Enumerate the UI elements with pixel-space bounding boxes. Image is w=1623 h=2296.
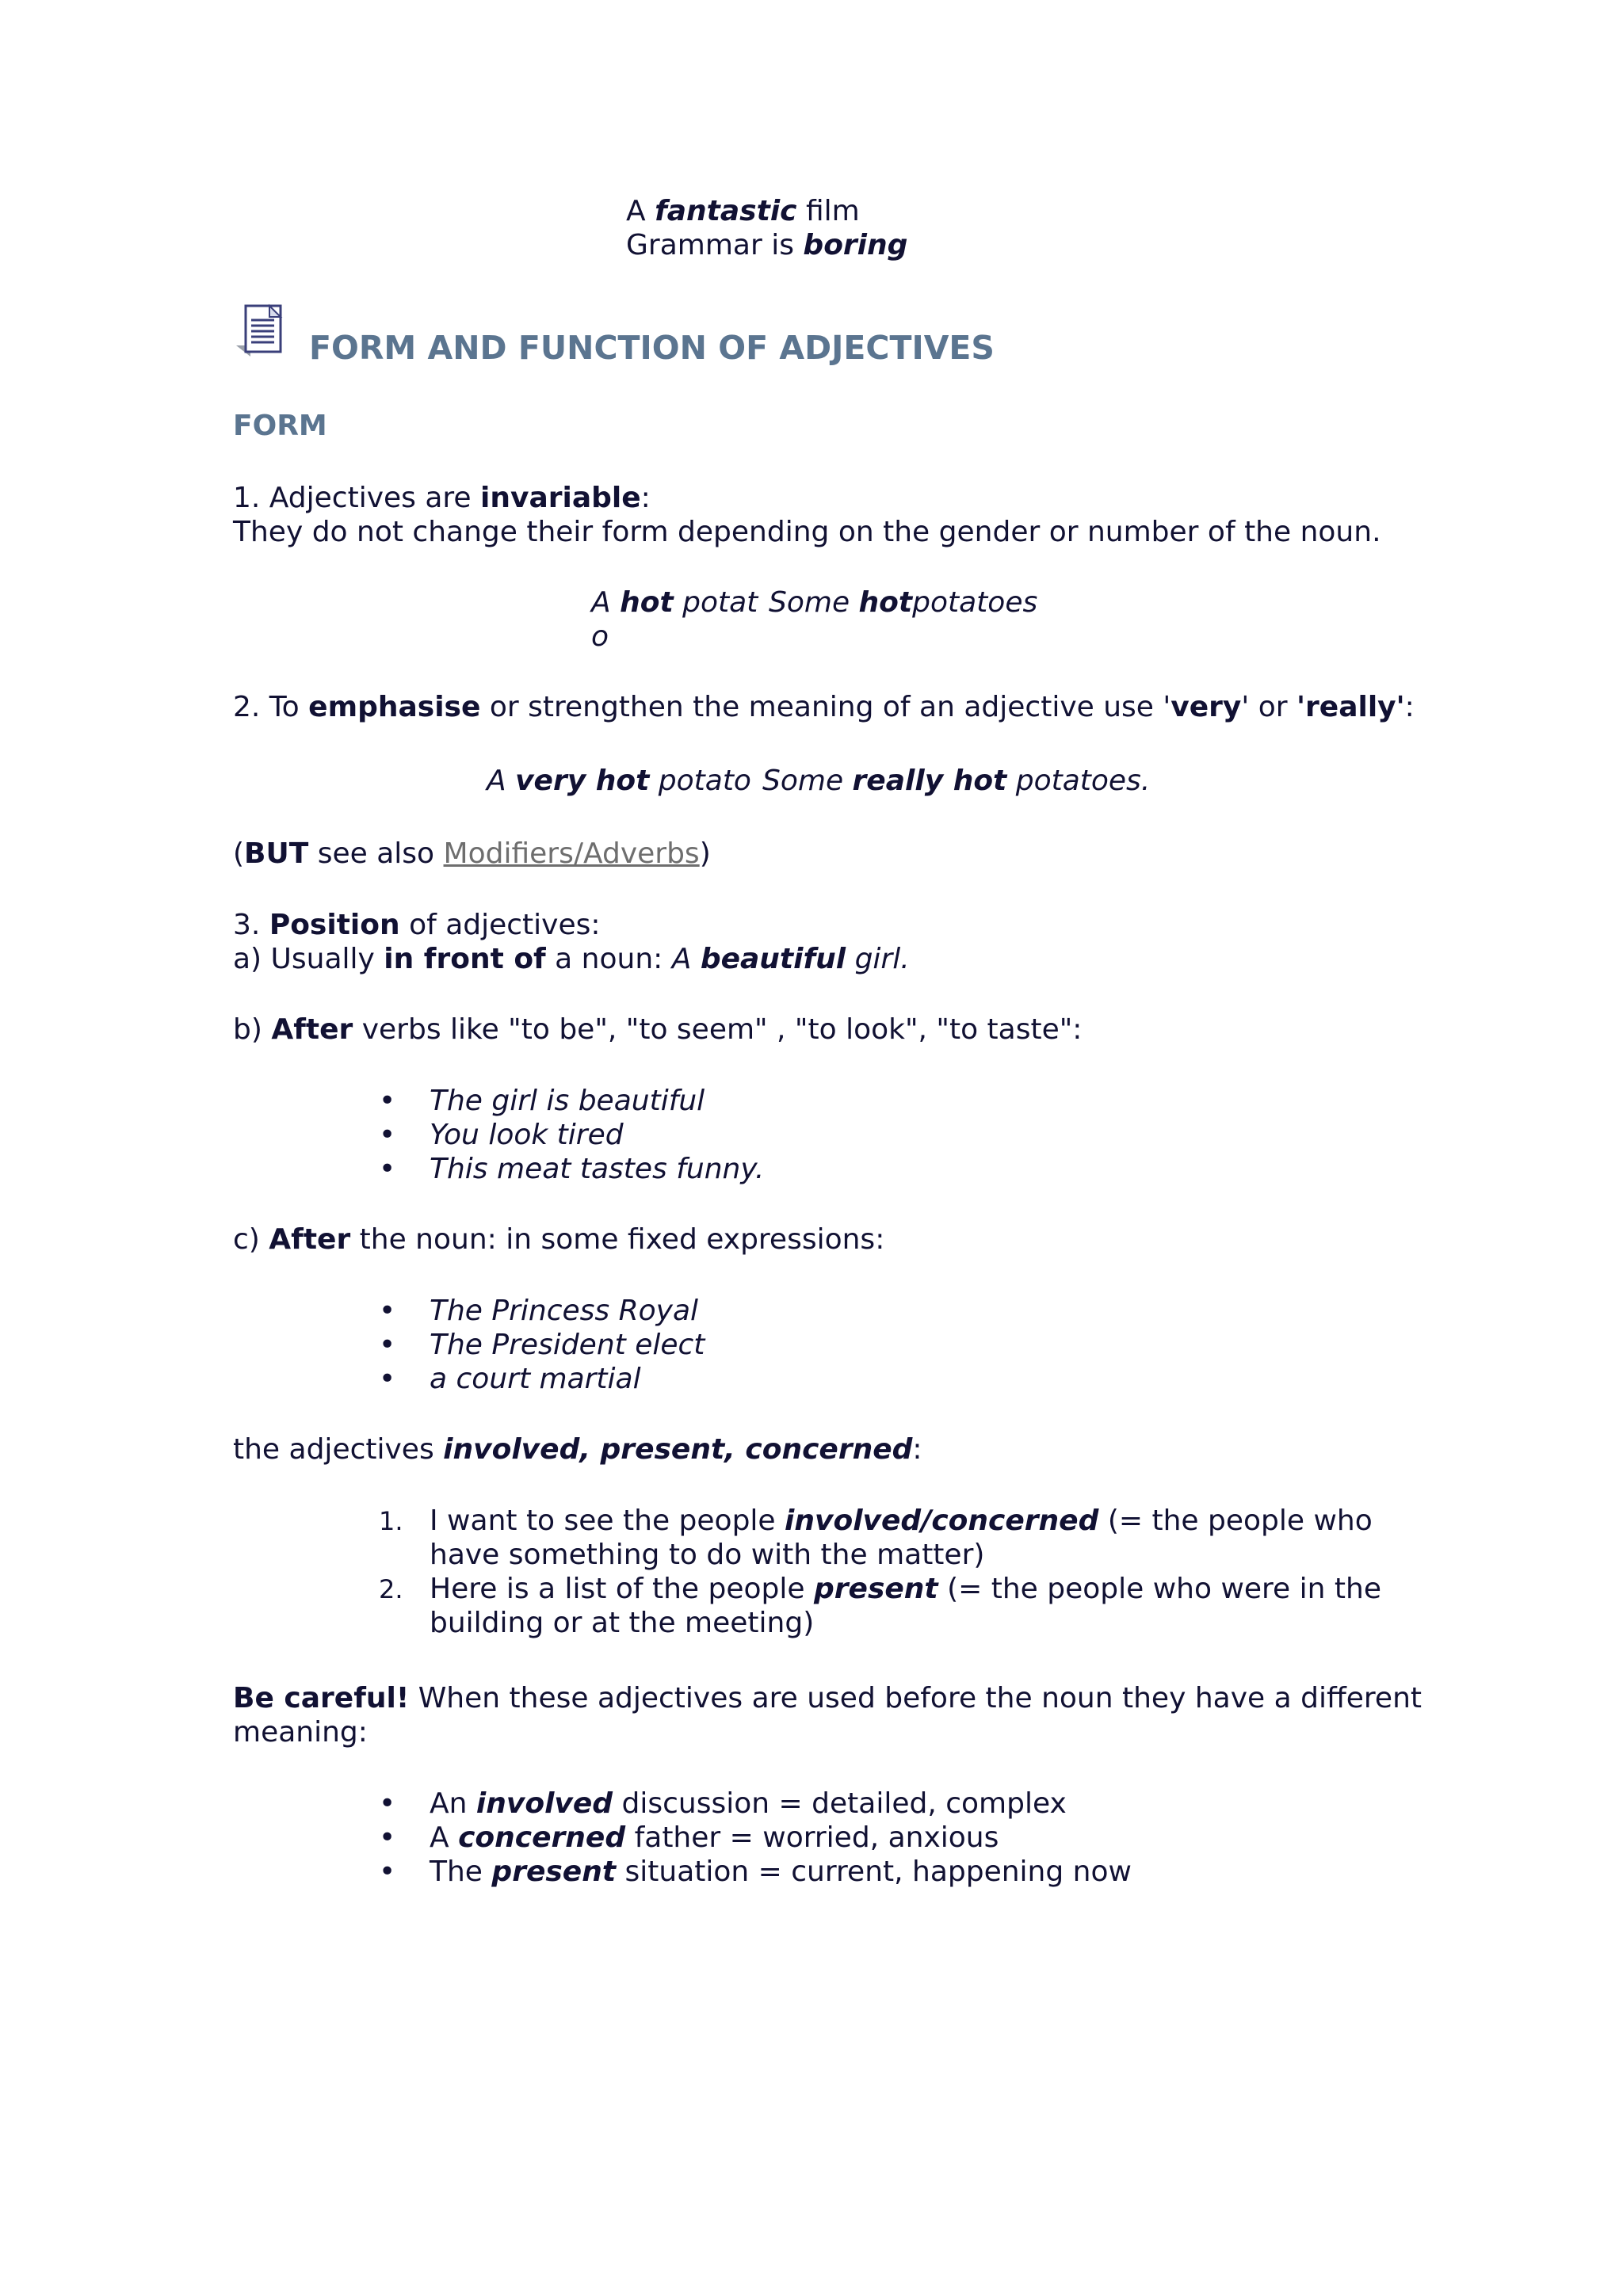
- list-item: The Princess Royal: [430, 1295, 699, 1327]
- adjectives-after-noun: the adjectives involved, present, concerned:: [233, 1433, 922, 1466]
- list-item-continuation: have something to do with the matter): [430, 1539, 985, 1571]
- be-careful-note-cont: meaning:: [233, 1716, 368, 1749]
- example-really-hot-potatoes: Some really hot potatoes.: [762, 765, 1151, 797]
- rule-3c: c) After the noun: in some fixed expressions:: [233, 1223, 885, 1256]
- see-also-note: (BUT see also Modifiers/Adverbs): [233, 837, 711, 870]
- bullet-icon: •: [379, 1855, 396, 1888]
- rule-3a: a) Usually in front of a noun: A beautiful girl.: [233, 943, 910, 975]
- bullet-icon: •: [379, 1153, 396, 1185]
- be-careful-note: Be careful! When these adjectives are used before the noun they have a different: [233, 1682, 1422, 1714]
- document-icon: [233, 301, 292, 361]
- list-number: 1.: [379, 1506, 403, 1536]
- rule-2: 2. To emphasise or strengthen the meaning of an adjective use 'very' or 'really':: [233, 691, 1415, 723]
- list-item: The President elect: [430, 1329, 705, 1361]
- list-number: 2.: [379, 1574, 403, 1604]
- bullet-icon: •: [379, 1085, 396, 1117]
- bullet-icon: •: [379, 1363, 396, 1395]
- rule-1: 1. Adjectives are invariable:: [233, 482, 651, 514]
- bullet-icon: •: [379, 1787, 396, 1820]
- list-item: An involved discussion = detailed, complex: [430, 1787, 1067, 1820]
- list-item: a court martial: [430, 1363, 641, 1395]
- page-title: FORM AND FUNCTION OF ADJECTIVES: [309, 329, 995, 367]
- bullet-icon: •: [379, 1329, 396, 1361]
- example-very-hot-potato: A very hot potato: [487, 765, 751, 797]
- section-heading-form: FORM: [233, 410, 327, 442]
- list-item: You look tired: [430, 1119, 624, 1151]
- example-fantastic-film: A fantastic film: [626, 195, 860, 227]
- list-item: Here is a list of the people present (= the people who were in the: [430, 1573, 1381, 1605]
- example-hot-potato-wrap: o: [591, 620, 609, 653]
- list-item-continuation: building or at the meeting): [430, 1607, 815, 1639]
- bullet-icon: •: [379, 1295, 396, 1327]
- list-item: The present situation = current, happening now: [430, 1855, 1132, 1888]
- list-item: The girl is beautiful: [430, 1085, 705, 1117]
- rule-1-explanation: They do not change their form depending on the gender or number of the noun.: [233, 516, 1381, 548]
- example-some-hot-potatoes: Some hotpotatoes: [769, 586, 1038, 619]
- rule-3b: b) After verbs like "to be", "to seem" , "to look", "to taste":: [233, 1013, 1083, 1046]
- example-grammar-boring: Grammar is boring: [626, 229, 908, 261]
- modifiers-adverbs-link[interactable]: Modifiers/Adverbs: [443, 837, 700, 870]
- bullet-icon: •: [379, 1119, 396, 1151]
- list-item: This meat tastes funny.: [430, 1153, 765, 1185]
- bullet-icon: •: [379, 1821, 396, 1854]
- example-hot-potato: A hot potat: [591, 586, 758, 619]
- list-item: I want to see the people involved/concerned (= the people who: [430, 1505, 1373, 1537]
- rule-3: 3. Position of adjectives:: [233, 909, 601, 941]
- list-item: A concerned father = worried, anxious: [430, 1821, 999, 1854]
